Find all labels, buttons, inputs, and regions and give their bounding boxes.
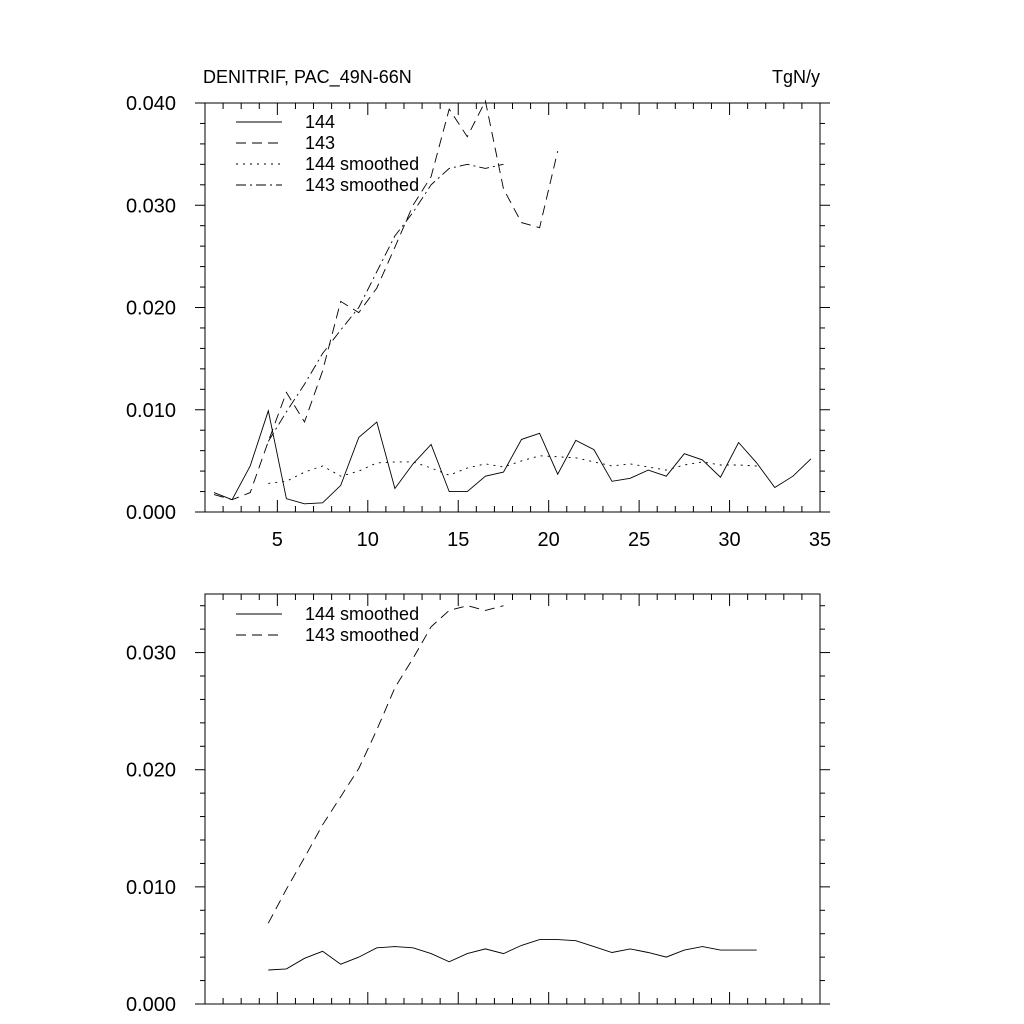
legend — [236, 112, 419, 195]
units-label: TgN/y — [771, 67, 820, 87]
x-tick-label: 30 — [718, 529, 741, 551]
x-tick-label: 25 — [627, 529, 651, 551]
y-tick-label: 0.010 — [125, 399, 176, 422]
y-tick-label: 0.040 — [125, 93, 176, 115]
y-tick-label: 0.030 — [125, 642, 176, 665]
series-line — [268, 940, 756, 970]
upper-plot — [126, 67, 831, 551]
y-tick-label: 0.010 — [125, 876, 176, 899]
legend-label: 143 — [305, 133, 336, 153]
plot-frame — [205, 103, 820, 512]
y-tick-label: 0.020 — [125, 297, 176, 320]
series-line — [214, 411, 811, 504]
x-tick-label: 5 — [271, 529, 283, 551]
legend-label: 143 smoothed — [305, 625, 420, 645]
y-tick-label: 0.020 — [125, 759, 176, 782]
x-tick-label: 20 — [537, 529, 560, 551]
y-tick-label: 0.000 — [125, 502, 176, 524]
legend-label: 143 smoothed — [305, 175, 420, 195]
lower-plot — [126, 594, 830, 1016]
x-tick-label: 10 — [356, 529, 379, 551]
legend-label: 144 smoothed — [305, 154, 420, 174]
y-tick-label: 0.000 — [125, 994, 176, 1016]
y-tick-label: 0.030 — [125, 195, 176, 218]
x-tick-label: 35 — [808, 529, 832, 551]
series-line — [268, 164, 503, 441]
legend-label: 144 — [305, 112, 336, 132]
series-line — [268, 456, 756, 484]
plot-frame — [205, 594, 820, 1004]
legend-label: 144 smoothed — [305, 604, 420, 624]
series-line — [268, 606, 503, 924]
legend — [236, 604, 419, 645]
plot-title: DENITRIF, PAC_49N-66N — [203, 67, 412, 87]
x-tick-label: 15 — [447, 529, 470, 551]
